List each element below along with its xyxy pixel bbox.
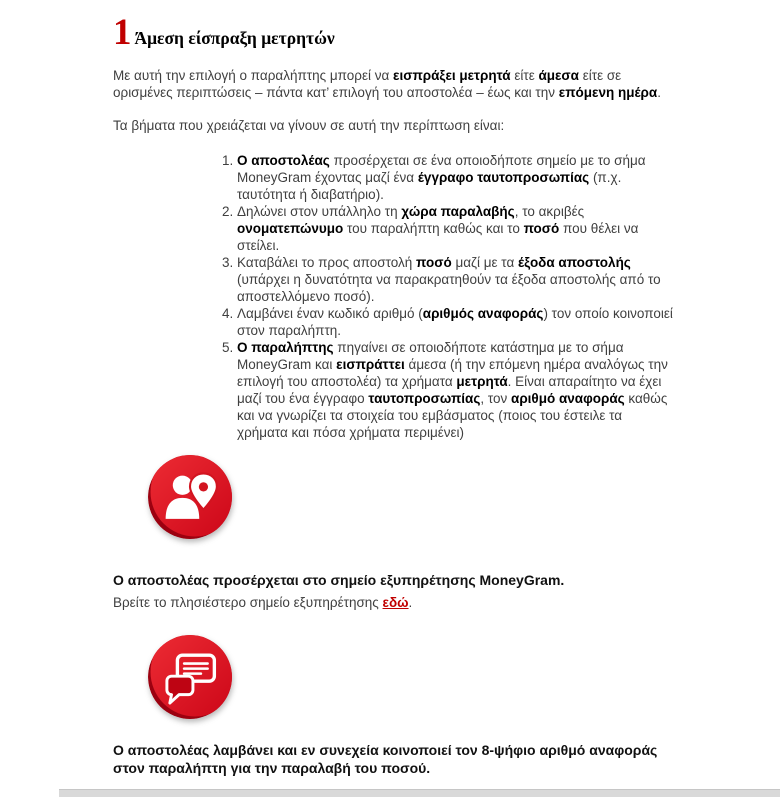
text-segment: του παραλήπτη καθώς και το (343, 221, 524, 236)
text-segment: , τον (480, 391, 512, 406)
text-segment: (π.χ. ταυτότητα ή διαβατήριο). (237, 170, 622, 202)
text-segment: Λαμβάνει έναν κωδικό αριθμό ( (237, 306, 423, 321)
step-item-2 (237, 203, 673, 254)
text-segment: έξοδα αποστολής (518, 255, 631, 270)
text-segment: έγγραφο ταυτοπροσωπίας (417, 170, 590, 185)
text-segment: . Είναι απαραίτητο να έχει μαζί του ένα έγγραφο (237, 374, 662, 406)
text-segment: αριθμό αναφοράς (511, 391, 625, 406)
text-segment: Καταβάλει το προς αποστολή (237, 255, 417, 270)
text-segment: άμεσα (538, 68, 579, 83)
nearest-location-link[interactable]: εδώ (382, 595, 409, 610)
text-segment: Δηλώνει στον υπάλληλο τη (237, 204, 402, 219)
steps-list (203, 152, 673, 441)
section-heading (113, 14, 675, 51)
article-content (113, 14, 675, 777)
text-segment: Βρείτε το πλησιέστερο σημείο εξυπηρέτησης (113, 595, 383, 610)
intro-paragraph (113, 67, 661, 101)
text-segment: . (408, 595, 413, 610)
text-segment: μαζί με τα (451, 255, 518, 270)
text-segment: , το ακριβές (514, 204, 585, 219)
section-number: 1 (113, 12, 132, 53)
figure-reference-caption: Ο αποστολέας λαμβάνει και εν συνεχεία κοινοποιεί τον 8-ψήφιο αριθμό αναφοράς στον παραλήπτη για την παραλαβή του ποσού. (113, 742, 658, 776)
text-segment: Ο αποστολέας (237, 153, 330, 168)
text-segment: είτε σε ορισμένες περιπτώσεις – πάντα κατ’ επιλογή του αποστολέα – έως και την (113, 68, 622, 100)
text-segment: (υπάρχει η δυνατότητα να παρακρατηθούν τα έξοδα αποστολής από το αποστελλόμενο ποσό). (237, 272, 661, 304)
text-segment: ονοματεπώνυμο (237, 221, 344, 236)
text-segment: καθώς και να γνωρίζει τα στοιχεία του εμβάσματος (ποιος του έστειλε τα χρήματα και πόσα χρήματα περιμένει) (237, 391, 668, 440)
text-segment: είτε (510, 68, 539, 83)
text-segment: . (657, 85, 661, 100)
page-title: Άμεση είσπραξη μετρητών (134, 28, 335, 48)
text-segment: που θέλει να στείλει. (237, 221, 639, 253)
chat-bubbles-icon (148, 635, 232, 719)
steps-intro: Τα βήματα που χρειάζεται να γίνουν σε αυτή την περίπτωση είναι: (113, 118, 505, 133)
text-segment: εισπράξει μετρητά (393, 68, 511, 83)
step-item-1 (237, 152, 673, 203)
figure-location (113, 455, 675, 611)
text-segment: μετρητά (456, 374, 508, 389)
text-segment: αριθμός αναφοράς (422, 306, 544, 321)
text-segment: πηγαίνει σε οποιοδήποτε κατάστημα με το σήμα MoneyGram και (237, 340, 624, 372)
text-segment: χώρα παραλαβής (401, 204, 515, 219)
text-segment: προσέρχεται σε ένα οποιοδήποτε σημείο με το σήμα MoneyGram έχοντας μαζί ένα (237, 153, 646, 185)
text-segment: επόμενη ημέρα (558, 85, 658, 100)
text-segment: εισπράττει (336, 357, 405, 372)
text-segment: Με αυτή την επιλογή ο παραλήπτης μπορεί να (113, 68, 394, 83)
bottom-window-edge (59, 789, 780, 797)
figure-location-subcaption (113, 594, 675, 611)
step-item-5 (237, 339, 673, 441)
text-segment: ποσό (416, 255, 452, 270)
text-segment: άμεσα (ή την επόμενη ημέρα αναλόγως την επιλογή του αποστολέα) τα χρήματα (237, 357, 668, 389)
text-segment: ταυτοπροσωπίας (368, 391, 481, 406)
person-location-pin-icon (148, 455, 232, 539)
text-segment: ) τον οποίο κοινοποιεί στον παραλήπτη. (237, 306, 673, 338)
figure-reference-number (113, 635, 675, 777)
figure-location-caption: Ο αποστολέας προσέρχεται στο σημείο εξυπηρέτησης MoneyGram. (113, 572, 565, 588)
step-item-3 (237, 254, 673, 305)
step-item-4 (237, 305, 673, 339)
text-segment: ποσό (523, 221, 560, 236)
text-segment: Ο παραλήπτης (237, 340, 334, 355)
